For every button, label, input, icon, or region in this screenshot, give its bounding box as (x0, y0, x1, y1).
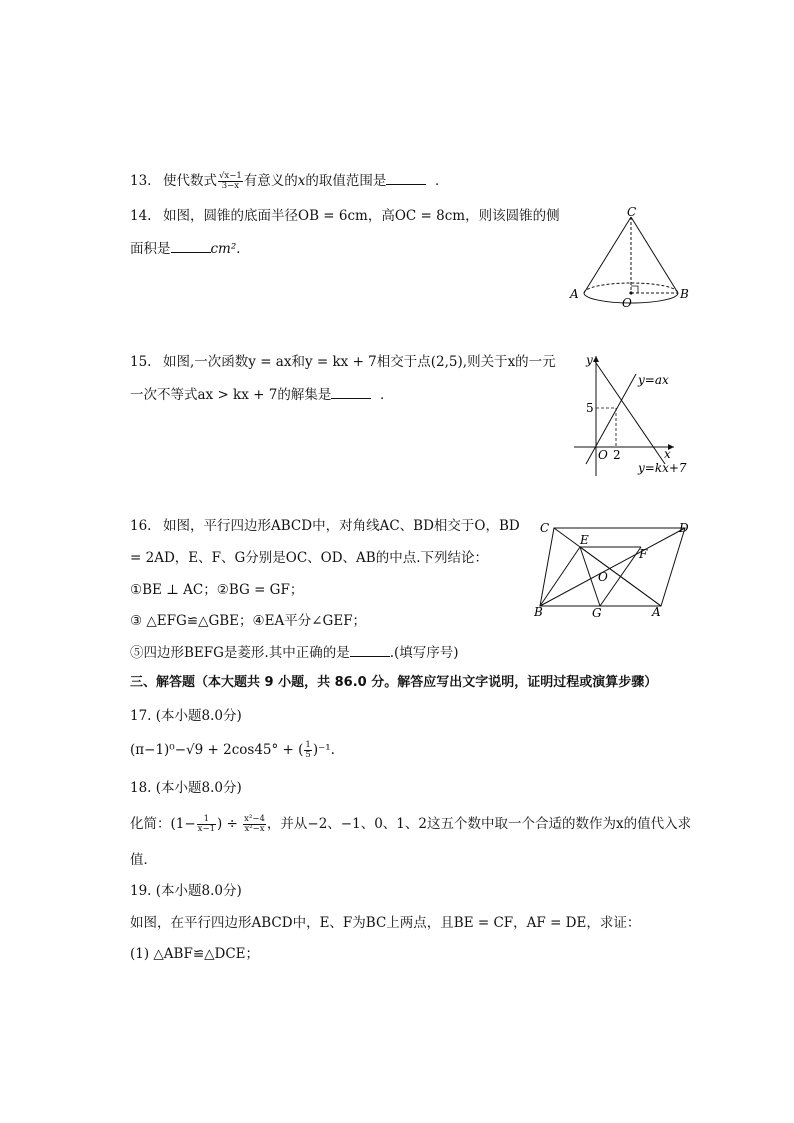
answer-blank (171, 238, 211, 253)
parallelogram-figure (530, 516, 700, 622)
label-f: F (639, 547, 648, 561)
question-16-line-5: ⑤四边形BEFG是菱形.其中正确的是 .(填写序号) (130, 642, 459, 663)
label-e: E (580, 533, 589, 547)
label-d: D (679, 521, 689, 535)
fraction: $\frac{1}{x-1}$ (197, 814, 215, 834)
question-number: 13. (130, 173, 152, 189)
question-16-line-1: 16. 如图，平行四边形ABCD中，对角线AC、BD相交于O，BD (130, 518, 520, 534)
tick-2: 2 (613, 448, 621, 462)
question-17-head: 17. (本小题8.0分) (130, 708, 242, 724)
label-a: A (652, 605, 661, 619)
line-label-kx7: y=kx+7 (638, 461, 687, 475)
question-17-expression: (π−1)⁰−√9 + 2cos45° + ( $\frac{1}{5}$ )⁻¹. (130, 740, 335, 760)
axis-x-label: x (664, 447, 671, 461)
label-o: O (622, 296, 632, 310)
linear-functions-figure (572, 352, 696, 480)
label-g: G (592, 606, 602, 620)
fraction: $\frac{1}{5}$ (305, 740, 311, 760)
question-18-line-2: 值． (130, 852, 157, 868)
label-c: C (540, 521, 550, 535)
question-14-line-2: 面积是 cm²． (130, 238, 250, 259)
question-18-head: 18. (本小题8.0分) (130, 780, 242, 796)
question-15-line-1: 15. 如图,一次函数y = ax和y = kx + 7相交于点(2,5),则关于x的一元 (130, 354, 556, 370)
cone-figure (566, 205, 696, 315)
line-label-ax: y=ax (638, 373, 669, 387)
fraction: $\frac{\text{x²−4}}{\text{x²−x}}$ (244, 814, 265, 834)
question-number: 16. (130, 518, 152, 534)
question-number: 15. (130, 354, 152, 370)
section-heading: 三、解答题（本大题共 9 小题，共 86.0 分。解答应写出文字说明，证明过程或演算步骤） (130, 675, 658, 690)
answer-blank (386, 170, 426, 185)
answer-blank (331, 384, 371, 399)
answer-blank (350, 642, 390, 657)
tick-5: 5 (586, 401, 594, 415)
question-16-line-4: ③ △EFG≌△GBE；④EA平分∠GEF； (130, 613, 367, 629)
question-19-head: 19. (本小题8.0分) (130, 883, 242, 899)
question-14-line-1: 14. 如图，圆锥的底面半径OB = 6cm，高OC = 8cm，则该圆锥的侧 (130, 208, 560, 224)
question-18-line-1: 化简：(1− $\frac{1}{x-1}$ ) ÷ $\frac{\text{x²−4}}{\text{x²−x}}$ ，并从−2、−1、0、1、2这五个数中取一个合适的数作为x的值代入求 (130, 814, 692, 834)
question-19-line-2: (1) △ABF≌△DCE； (130, 946, 260, 962)
question-number: 14. (130, 208, 152, 224)
label-b: B (680, 287, 689, 301)
label-c: C (627, 205, 637, 219)
label-a: A (570, 287, 579, 301)
label-o: O (598, 570, 608, 584)
fraction: $\frac{√x-1}{3-x}$ (219, 171, 242, 191)
question-19-line-1: 如图，在平行四边形ABCD中，E、F为BC上两点，且BE = CF，AF = DE，求证： (130, 915, 641, 931)
question-16-line-3: ①BE ⊥ AC；②BG = GF； (130, 582, 304, 598)
question-16-line-2: = 2AD，E、F、G分别是OC、OD、AB的中点.下列结论： (130, 550, 489, 566)
axis-y-label: y (586, 353, 593, 367)
label-b: B (534, 605, 543, 619)
origin-label: O (598, 448, 608, 462)
question-15-line-2: 一次不等式ax > kx + 7的解集是 ． (130, 384, 393, 405)
question-13: 13. 使代数式 $\frac{√x-1}{3-x}$ 有意义的x的取值范围是 ． (130, 171, 449, 191)
